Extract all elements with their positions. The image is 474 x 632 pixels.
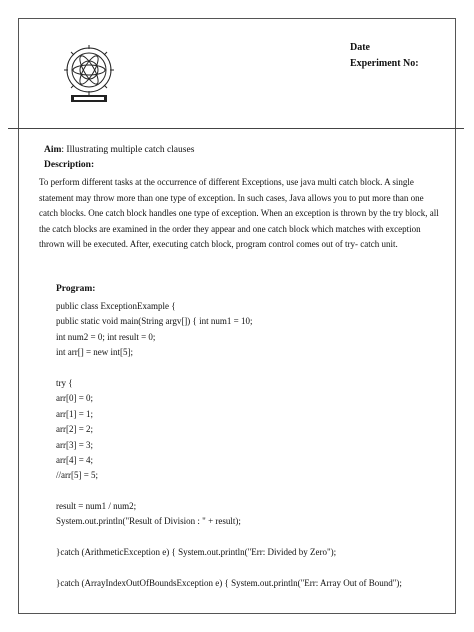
code-line	[56, 361, 402, 376]
code-line: System.out.println("Result of Division : " + result);	[56, 516, 241, 527]
description-paragraph: To perform different tasks at the occurrence of different Exceptions, use java multi catch block. A single statement may throw more than one type of exception. In such cases, Java allows you to put more than one catch blocks. One catch block handles one type of exception. When an exception is thrown by the try block, all the catch blocks are examined in the order they appear and one catch block which matches with exception thrown will be executed. After, executing catch block, program control comes out of try- catch unit.	[39, 177, 439, 250]
code-line: }catch (ArithmeticException e) { System.out.println("Err: Divided by Zero");	[56, 547, 337, 558]
aim-line	[44, 145, 194, 155]
header-divider	[8, 128, 464, 129]
code-line: arr[1] = 1;	[56, 408, 94, 419]
aim-label: Aim	[44, 145, 62, 155]
code-line: }catch (ArrayIndexOutOfBoundsException e) { System.out.println("Err: Array Out of Bound");	[56, 578, 402, 589]
program-heading: Program:	[56, 284, 96, 294]
code-line: arr[3] = 3;	[56, 439, 94, 450]
code-line: arr[2] = 2;	[56, 424, 94, 435]
code-line: arr[0] = 0;	[56, 393, 94, 404]
code-line: result = num1 / num2;	[56, 501, 137, 512]
program-code	[56, 299, 402, 591]
code-line	[56, 561, 402, 576]
institution-emblem-icon	[56, 40, 122, 106]
date-label: Date	[350, 42, 370, 53]
code-line: int num2 = 0; int result = 0;	[56, 331, 156, 342]
aim-text: : Illustrating multiple catch clauses	[61, 145, 195, 155]
code-line: arr[4] = 4;	[56, 454, 94, 465]
code-line: public static void main(String argv[]) { int num1 = 10;	[56, 316, 253, 327]
experiment-number-label: Experiment No:	[350, 58, 419, 69]
code-line: public class ExceptionExample {	[56, 301, 176, 311]
code-line: try {	[56, 377, 73, 388]
code-line: //arr[5] = 5;	[56, 470, 99, 481]
code-line	[56, 530, 402, 545]
code-line: int arr[] = new int[5];	[56, 347, 134, 358]
code-line	[56, 484, 402, 499]
description-heading: Description:	[44, 160, 95, 170]
